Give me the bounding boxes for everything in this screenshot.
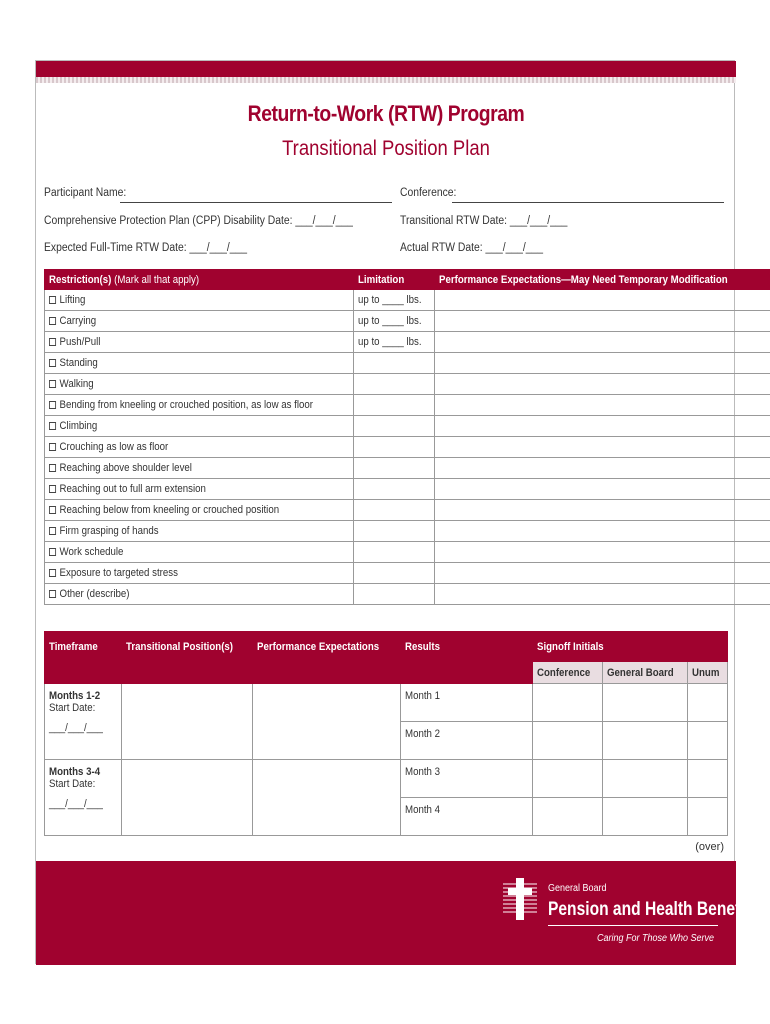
restriction-label: Work schedule	[59, 546, 124, 558]
limitation-cell[interactable]	[354, 563, 435, 584]
results-header	[400, 632, 533, 662]
limitation-cell[interactable]	[354, 521, 435, 542]
limitation-cell[interactable]	[354, 290, 435, 311]
subhead-blank	[252, 662, 400, 684]
checkbox-icon[interactable]	[49, 296, 56, 304]
checkbox-icon[interactable]	[49, 464, 56, 472]
expectation-cell[interactable]	[435, 395, 770, 416]
signoff-header	[533, 632, 728, 662]
restriction-row	[45, 311, 770, 332]
signoff-cell[interactable]	[533, 722, 603, 760]
restriction-cell[interactable]	[45, 458, 354, 479]
signoff-cell[interactable]	[533, 798, 603, 836]
checkbox-icon[interactable]	[49, 443, 56, 451]
restriction-label: Standing	[59, 357, 98, 369]
restriction-cell[interactable]	[45, 353, 354, 374]
limitation-cell[interactable]	[354, 416, 435, 437]
restriction-cell[interactable]	[45, 563, 354, 584]
restriction-row	[45, 479, 770, 500]
restriction-row	[45, 563, 770, 584]
limitation-cell[interactable]	[354, 374, 435, 395]
restriction-row	[45, 332, 770, 353]
expectation-cell[interactable]	[435, 563, 770, 584]
positions-title: Transitional Position(s)	[126, 640, 234, 653]
restriction-cell[interactable]	[45, 437, 354, 458]
expectation-cell[interactable]	[435, 500, 770, 521]
period-name: Months 3-4	[49, 766, 101, 778]
positions-header	[122, 632, 253, 662]
expectation-cell[interactable]	[435, 332, 770, 353]
restriction-row	[45, 416, 770, 437]
restriction-label: Other (describe)	[59, 588, 130, 600]
signoff-cell[interactable]	[687, 684, 727, 722]
restriction-cell[interactable]	[45, 416, 354, 437]
page-title: Return-to-Work (RTW) Program	[247, 101, 525, 126]
checkbox-icon[interactable]	[49, 317, 56, 325]
restriction-col-note: (Mark all that apply)	[114, 273, 200, 286]
start-date-label: Start Date:	[49, 778, 96, 790]
expectation-cell[interactable]	[252, 760, 400, 836]
start-date-label: Start Date:	[49, 702, 96, 714]
subhead-blank	[122, 662, 253, 684]
expectations-title: Performance Expectations	[256, 640, 379, 653]
conference-line[interactable]	[452, 202, 724, 203]
restriction-row	[45, 521, 770, 542]
subhead-blank	[400, 662, 533, 684]
month-label: Month 3	[404, 766, 440, 778]
result-cell[interactable]	[400, 722, 533, 760]
restriction-row	[45, 374, 770, 395]
signoff-cell[interactable]	[687, 760, 727, 798]
month-label: Month 2	[404, 728, 440, 740]
limitation-value: up to ____ lbs.	[358, 336, 422, 348]
limitation-value: up to ____ lbs.	[358, 294, 422, 306]
signoff-cell[interactable]	[687, 722, 727, 760]
checkbox-icon[interactable]	[49, 380, 56, 388]
period-name: Months 1-2	[49, 690, 101, 702]
top-band-strip	[36, 77, 736, 83]
limitation-cell[interactable]	[354, 500, 435, 521]
restriction-cell[interactable]	[45, 290, 354, 311]
schedule-row	[45, 760, 728, 798]
restriction-row	[45, 290, 770, 311]
timeframe-cell	[45, 760, 122, 836]
signoff-cell[interactable]	[533, 760, 603, 798]
signoff-unum-header	[687, 662, 727, 684]
expectation-cell[interactable]	[435, 458, 770, 479]
actual-date-field[interactable]: Actual RTW Date: ___/___/___	[400, 242, 544, 254]
restriction-cell[interactable]	[45, 521, 354, 542]
restriction-label: Carrying	[59, 315, 97, 327]
start-date-value[interactable]: ___/___/___	[49, 798, 103, 810]
expectations-col-title: Performance Expectations—May Need Temporary Modification	[439, 273, 728, 286]
restriction-cell[interactable]	[45, 542, 354, 563]
expectation-cell[interactable]	[435, 437, 770, 458]
timeframe-cell	[45, 684, 122, 760]
restriction-label: Lifting	[59, 294, 86, 306]
expectations-col-header	[435, 270, 770, 290]
over-note: (over)	[695, 841, 724, 853]
signoff-conference-header	[533, 662, 603, 684]
expectation-cell[interactable]	[435, 374, 770, 395]
restriction-cell[interactable]	[45, 584, 354, 605]
restriction-label: Reaching out to full arm extension	[59, 483, 206, 495]
participant-name-label: Participant Name:	[44, 187, 127, 199]
start-date-value[interactable]: ___/___/___	[49, 722, 103, 734]
checkbox-icon[interactable]	[49, 569, 56, 577]
signoff-cell[interactable]	[603, 798, 688, 836]
limitation-cell[interactable]	[354, 542, 435, 563]
page-subtitle: Transitional Position Plan	[282, 137, 490, 160]
position-cell[interactable]	[122, 684, 253, 760]
checkbox-icon[interactable]	[49, 485, 56, 493]
signoff-title: Signoff Initials	[537, 640, 605, 653]
footer-org-small: General Board	[548, 883, 607, 894]
restriction-cell[interactable]	[45, 395, 354, 416]
signoff-cell[interactable]	[687, 798, 727, 836]
restriction-col-title: Restriction(s)	[49, 273, 112, 286]
footer-tagline: Caring For Those Who Serve	[596, 933, 714, 944]
limitation-cell[interactable]	[354, 437, 435, 458]
signoff-general-board-header	[603, 662, 688, 684]
expectation-cell[interactable]	[435, 479, 770, 500]
signoff-unum-title: Unum	[691, 666, 720, 679]
expectation-cell[interactable]	[435, 542, 770, 563]
expectation-cell[interactable]	[435, 311, 770, 332]
expectation-cell[interactable]	[435, 290, 770, 311]
checkbox-icon[interactable]	[49, 401, 56, 409]
restriction-label: Push/Pull	[59, 336, 101, 348]
restriction-label: Climbing	[59, 420, 98, 432]
participant-name-line[interactable]	[120, 202, 392, 203]
limitation-cell[interactable]	[354, 458, 435, 479]
checkbox-icon[interactable]	[49, 506, 56, 514]
subhead-blank	[45, 662, 122, 684]
limitation-cell[interactable]	[354, 311, 435, 332]
limitation-cell[interactable]	[354, 584, 435, 605]
checkbox-icon[interactable]	[49, 527, 56, 535]
checkbox-icon[interactable]	[49, 590, 56, 598]
restriction-label: Reaching above shoulder level	[59, 462, 192, 474]
form-sheet	[35, 60, 759, 964]
signoff-general-board-title: General Board	[607, 666, 674, 679]
signoff-cell[interactable]	[533, 684, 603, 722]
limitation-col-header	[354, 270, 435, 290]
limitation-cell[interactable]	[354, 332, 435, 353]
month-label: Month 1	[404, 690, 440, 702]
limitation-cell[interactable]	[354, 353, 435, 374]
footer-divider	[548, 925, 718, 926]
schedule-row	[45, 684, 728, 722]
result-cell[interactable]	[400, 798, 533, 836]
expectation-cell[interactable]	[252, 684, 400, 760]
checkbox-icon[interactable]	[49, 338, 56, 346]
footer-org-big: Pension and Health Benefits	[548, 899, 759, 920]
expectation-cell[interactable]	[435, 521, 770, 542]
limitation-value: up to ____ lbs.	[358, 315, 422, 327]
restriction-cell[interactable]	[45, 374, 354, 395]
results-title: Results	[404, 640, 440, 653]
signoff-cell[interactable]	[603, 684, 688, 722]
restriction-label: Firm grasping of hands	[59, 525, 159, 537]
signoff-conference-title: Conference	[537, 666, 591, 679]
cross-logo-icon	[501, 876, 539, 922]
restriction-row	[45, 395, 770, 416]
expectation-cell[interactable]	[435, 584, 770, 605]
restriction-row	[45, 542, 770, 563]
checkbox-icon[interactable]	[49, 548, 56, 556]
limitation-col-title: Limitation	[358, 273, 405, 286]
checkbox-icon[interactable]	[49, 422, 56, 430]
restriction-row	[45, 458, 770, 479]
restriction-cell[interactable]	[45, 500, 354, 521]
limitation-cell[interactable]	[354, 395, 435, 416]
restrictions-table	[44, 269, 770, 605]
timeframe-header	[45, 632, 122, 662]
result-cell[interactable]	[400, 760, 533, 798]
restriction-label: Exposure to targeted stress	[59, 567, 178, 579]
restriction-label: Crouching as low as floor	[59, 441, 169, 453]
restriction-label: Walking	[59, 378, 94, 390]
top-band	[36, 61, 736, 77]
position-cell[interactable]	[122, 760, 253, 836]
expectation-cell[interactable]	[435, 416, 770, 437]
expectation-cell[interactable]	[435, 353, 770, 374]
month-label: Month 4	[404, 804, 440, 816]
cpp-date-field[interactable]: Comprehensive Protection Plan (CPP) Disability Date: ___/___/___	[44, 215, 353, 227]
restriction-cell[interactable]	[45, 479, 354, 500]
restriction-row	[45, 584, 770, 605]
expectations-header	[252, 632, 400, 662]
restriction-row	[45, 437, 770, 458]
restriction-col-header	[45, 270, 354, 290]
restriction-label: Bending from kneeling or crouched position, as low as floor	[59, 399, 313, 411]
transitional-date-field[interactable]: Transitional RTW Date: ___/___/___	[400, 215, 568, 227]
restriction-row	[45, 353, 770, 374]
restriction-cell[interactable]	[45, 311, 354, 332]
signoff-cell[interactable]	[603, 722, 688, 760]
conference-label: Conference:	[400, 187, 457, 199]
signoff-cell[interactable]	[603, 760, 688, 798]
limitation-cell[interactable]	[354, 479, 435, 500]
restriction-label: Reaching below from kneeling or crouched position	[59, 504, 280, 516]
restriction-cell[interactable]	[45, 332, 354, 353]
expected-date-field[interactable]: Expected Full-Time RTW Date: ___/___/___	[44, 242, 248, 254]
timeframe-title: Timeframe	[49, 640, 98, 653]
restriction-row	[45, 500, 770, 521]
result-cell[interactable]	[400, 684, 533, 722]
checkbox-icon[interactable]	[49, 359, 56, 367]
schedule-table	[44, 631, 728, 836]
